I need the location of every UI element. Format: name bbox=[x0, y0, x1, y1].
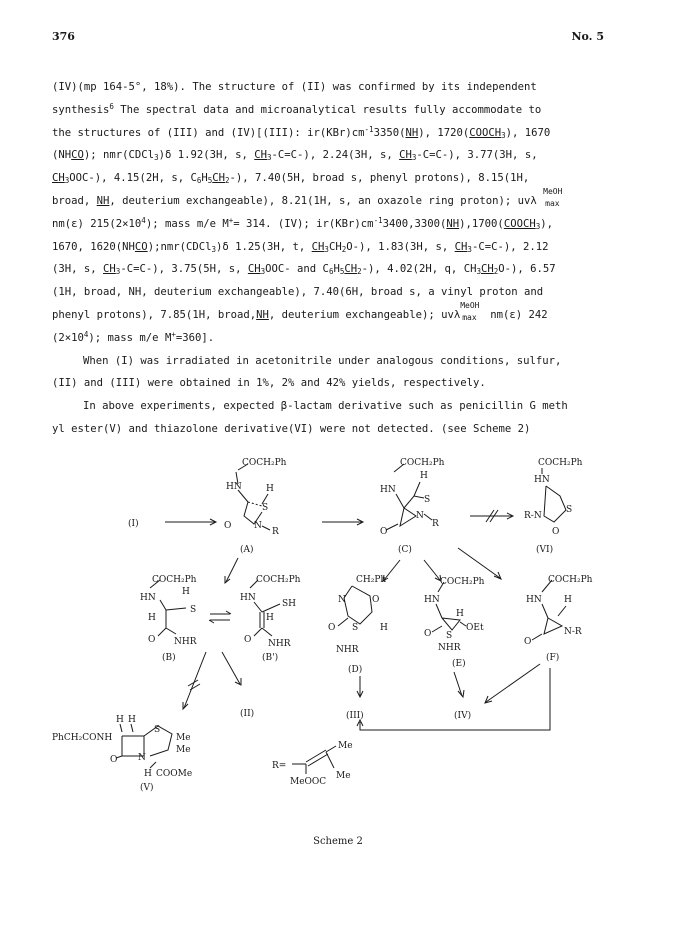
svg-text:N: N bbox=[338, 595, 346, 605]
svg-text:COOMe: COOMe bbox=[156, 769, 193, 779]
svg-text:R-N: R-N bbox=[524, 511, 542, 521]
arrow-B-II bbox=[222, 652, 240, 684]
svg-text:NHR: NHR bbox=[174, 637, 197, 647]
para1-line7: nm(ε) $215(2\times 10^4)$; mass m/e M+= 314. (IV); $ir(KBr)cm^{-1}3400,3300(NH),1700(COOCH_3)$, bbox=[52, 215, 553, 231]
svg-text:HN: HN bbox=[534, 475, 550, 485]
svg-text:(A): (A) bbox=[240, 545, 254, 555]
svg-text:R=: R= bbox=[272, 761, 287, 771]
svg-text:(F): (F) bbox=[546, 653, 560, 663]
para3-line1: In above experiments, expected β-lactam derivative such as penicillin G meth bbox=[83, 400, 568, 413]
svg-text:COCH₂Ph: COCH₂Ph bbox=[152, 575, 197, 585]
svg-text:S: S bbox=[190, 605, 197, 615]
svg-text:HN: HN bbox=[526, 595, 542, 605]
svg-text:NHR: NHR bbox=[438, 643, 461, 653]
para1-line10: (1H, broad, NH, deuterium exchangeable), 7.40(6H, broad s, a vinyl proton and bbox=[52, 286, 544, 299]
svg-text:COCH₂Ph: COCH₂Ph bbox=[242, 458, 287, 468]
svg-text:N: N bbox=[254, 521, 262, 531]
svg-text:O: O bbox=[224, 521, 232, 531]
para3-line2: yl ester(V) and thiazolone derivative(VI) were not detected. (see Scheme 2) bbox=[52, 422, 531, 435]
svg-text:N: N bbox=[138, 753, 146, 763]
scheme-caption: Scheme 2 bbox=[313, 836, 363, 847]
issue-number: No. 5 bbox=[571, 30, 604, 43]
svg-text:H: H bbox=[266, 484, 274, 494]
svg-text:H: H bbox=[564, 595, 572, 605]
svg-text:H: H bbox=[266, 613, 274, 623]
structure-V bbox=[52, 715, 192, 793]
svg-text:SH: SH bbox=[282, 599, 297, 609]
svg-text:(C): (C) bbox=[398, 545, 412, 555]
svg-text:H: H bbox=[182, 587, 190, 597]
body-text bbox=[52, 76, 608, 441]
arrow-F-IV bbox=[486, 664, 540, 702]
svg-text:O: O bbox=[524, 637, 532, 647]
svg-text:HN: HN bbox=[424, 595, 440, 605]
svg-text:COCH₂Ph: COCH₂Ph bbox=[548, 575, 593, 585]
svg-text:Me: Me bbox=[176, 733, 191, 743]
para2-line2: (II) and (III) were obtained in 1%, 2% and 42% yields, respectively. bbox=[52, 377, 486, 390]
label-IV: (IV) bbox=[454, 711, 472, 721]
para1-line1: (IV)(mp 164-5°, 18%). The structure of (II) was confirmed by its independent bbox=[52, 81, 537, 93]
structure-B bbox=[140, 575, 197, 663]
label-I: (I) bbox=[128, 519, 139, 529]
para1-line2: synthesis$^6$ The spectral data and microanalytical results fully accommodate to bbox=[52, 101, 542, 116]
svg-text:S: S bbox=[446, 631, 453, 641]
svg-text:(B): (B) bbox=[162, 653, 176, 663]
svg-text:H: H bbox=[148, 613, 156, 623]
arrow-B-V-blocked bbox=[184, 652, 206, 708]
svg-text:(D): (D) bbox=[348, 665, 363, 675]
para1-line9: (3H, s, $CH_3-C=C-$), 3.75(5H, s, $CH_3OOC-$ and $C_6H_5CH_2-$), 4.02(2H, q, $CH_3CH_2O-$), 6.57 bbox=[52, 263, 556, 277]
para1-line5: $CH_3OOC-$), 4.15(2H, s, $C_6H_5CH_2-$), 7.40(5H, broad s, phenyl protons), 8.15(1H, bbox=[52, 172, 530, 186]
svg-text:HN: HN bbox=[380, 485, 396, 495]
para1-line3: the structures of (III) and (IV)[(III): $ir(KBr)cm^{-1}3350(NH)$, $1720(COOCH_3)$, 1670 bbox=[52, 124, 551, 140]
structure-R bbox=[272, 741, 353, 787]
svg-text:R: R bbox=[272, 527, 279, 537]
para1-line11: phenyl protons), 7.85(1H, broad,NH, deuterium exchangeable); uvλ MeOH max nm(ε) 242 bbox=[52, 300, 548, 322]
svg-text:PhCH₂CONH: PhCH₂CONH bbox=[52, 733, 113, 743]
arrow-C-E bbox=[424, 560, 440, 580]
structure-Bprime bbox=[240, 575, 301, 663]
arrow-A-B bbox=[226, 558, 238, 582]
svg-text:S: S bbox=[154, 725, 161, 735]
svg-text:COCH₂Ph: COCH₂Ph bbox=[538, 458, 583, 468]
svg-text:H: H bbox=[144, 769, 152, 779]
svg-text:HN: HN bbox=[240, 593, 256, 603]
svg-text:COCH₂Ph: COCH₂Ph bbox=[400, 458, 445, 468]
svg-text:O: O bbox=[424, 629, 432, 639]
svg-text:Me: Me bbox=[336, 771, 351, 781]
svg-text:N: N bbox=[416, 511, 424, 521]
svg-text:O: O bbox=[110, 755, 118, 765]
page-number: 376 bbox=[52, 30, 75, 43]
structure-VI bbox=[524, 458, 583, 555]
svg-text:Me: Me bbox=[176, 745, 191, 755]
svg-text:R: R bbox=[432, 519, 439, 529]
svg-text:H: H bbox=[420, 471, 428, 481]
structure-F bbox=[524, 575, 593, 663]
para2-line1: When (I) was irradiated in acetonitrile under analogous conditions, sulfur, bbox=[83, 354, 562, 367]
svg-text:(VI): (VI) bbox=[536, 545, 554, 555]
svg-text:HN: HN bbox=[226, 482, 242, 492]
para1-line6: broad, NH, deuterium exchangeable), 8.21(1H, s, an oxazole ring proton); uvλ MeOH max bbox=[52, 186, 563, 208]
svg-text:O: O bbox=[148, 635, 156, 645]
svg-text:HN: HN bbox=[140, 593, 156, 603]
label-III: (III) bbox=[346, 711, 364, 721]
structure-C bbox=[380, 458, 445, 555]
arrow-E-IV bbox=[454, 672, 462, 696]
scheme-2-diagram bbox=[0, 450, 676, 830]
svg-text:H: H bbox=[128, 715, 136, 725]
svg-text:MeOOC: MeOOC bbox=[290, 777, 327, 787]
svg-text:NHR: NHR bbox=[336, 645, 359, 655]
svg-text:(E): (E) bbox=[452, 659, 466, 669]
svg-text:H: H bbox=[456, 609, 464, 619]
svg-text:NHR: NHR bbox=[268, 639, 291, 649]
structure-E bbox=[424, 577, 485, 669]
svg-text:COCH₂Ph: COCH₂Ph bbox=[256, 575, 301, 585]
svg-text:O: O bbox=[552, 527, 560, 537]
label-II: (II) bbox=[240, 709, 255, 719]
svg-text:COCH₂Ph: COCH₂Ph bbox=[440, 577, 485, 587]
svg-text:O: O bbox=[244, 635, 252, 645]
svg-text:S: S bbox=[352, 623, 359, 633]
svg-text:N-R: N-R bbox=[564, 627, 582, 637]
svg-text:S: S bbox=[262, 503, 269, 513]
para1-line4: (NHCO); nmr(CDCl$_3$)δ 1.92(3H, s, $CH_3-C=C-$), 2.24(3H, s, $CH_3-C=C-$), 3.77(3H, s, bbox=[52, 149, 538, 163]
svg-text:(V): (V) bbox=[140, 783, 154, 793]
arrow-C-F bbox=[458, 548, 500, 578]
svg-text:O: O bbox=[380, 527, 388, 537]
structure-D bbox=[328, 575, 388, 675]
svg-text:Me: Me bbox=[338, 741, 353, 751]
svg-text:O: O bbox=[372, 595, 380, 605]
svg-text:CH₂Ph: CH₂Ph bbox=[356, 575, 387, 585]
svg-text:S: S bbox=[566, 505, 573, 515]
svg-text:S: S bbox=[424, 495, 431, 505]
svg-text:(B'): (B') bbox=[262, 653, 279, 663]
structure-A bbox=[224, 458, 287, 555]
svg-text:OEt: OEt bbox=[466, 623, 484, 633]
svg-text:H: H bbox=[116, 715, 124, 725]
arrow-C-D bbox=[384, 560, 400, 580]
svg-text:H: H bbox=[380, 623, 388, 633]
para1-line12: $(2\times 10^4)$; mass m/e M+=360]. bbox=[52, 329, 215, 344]
svg-text:O: O bbox=[328, 623, 336, 633]
para1-line8: 1670, 1620(NHCO);nmr(CDCl$_3$)δ 1.25(3H, t, $CH_3CH_2O-$), 1.83(3H, s, $CH_3-C=C-$), 2.12 bbox=[52, 240, 549, 254]
